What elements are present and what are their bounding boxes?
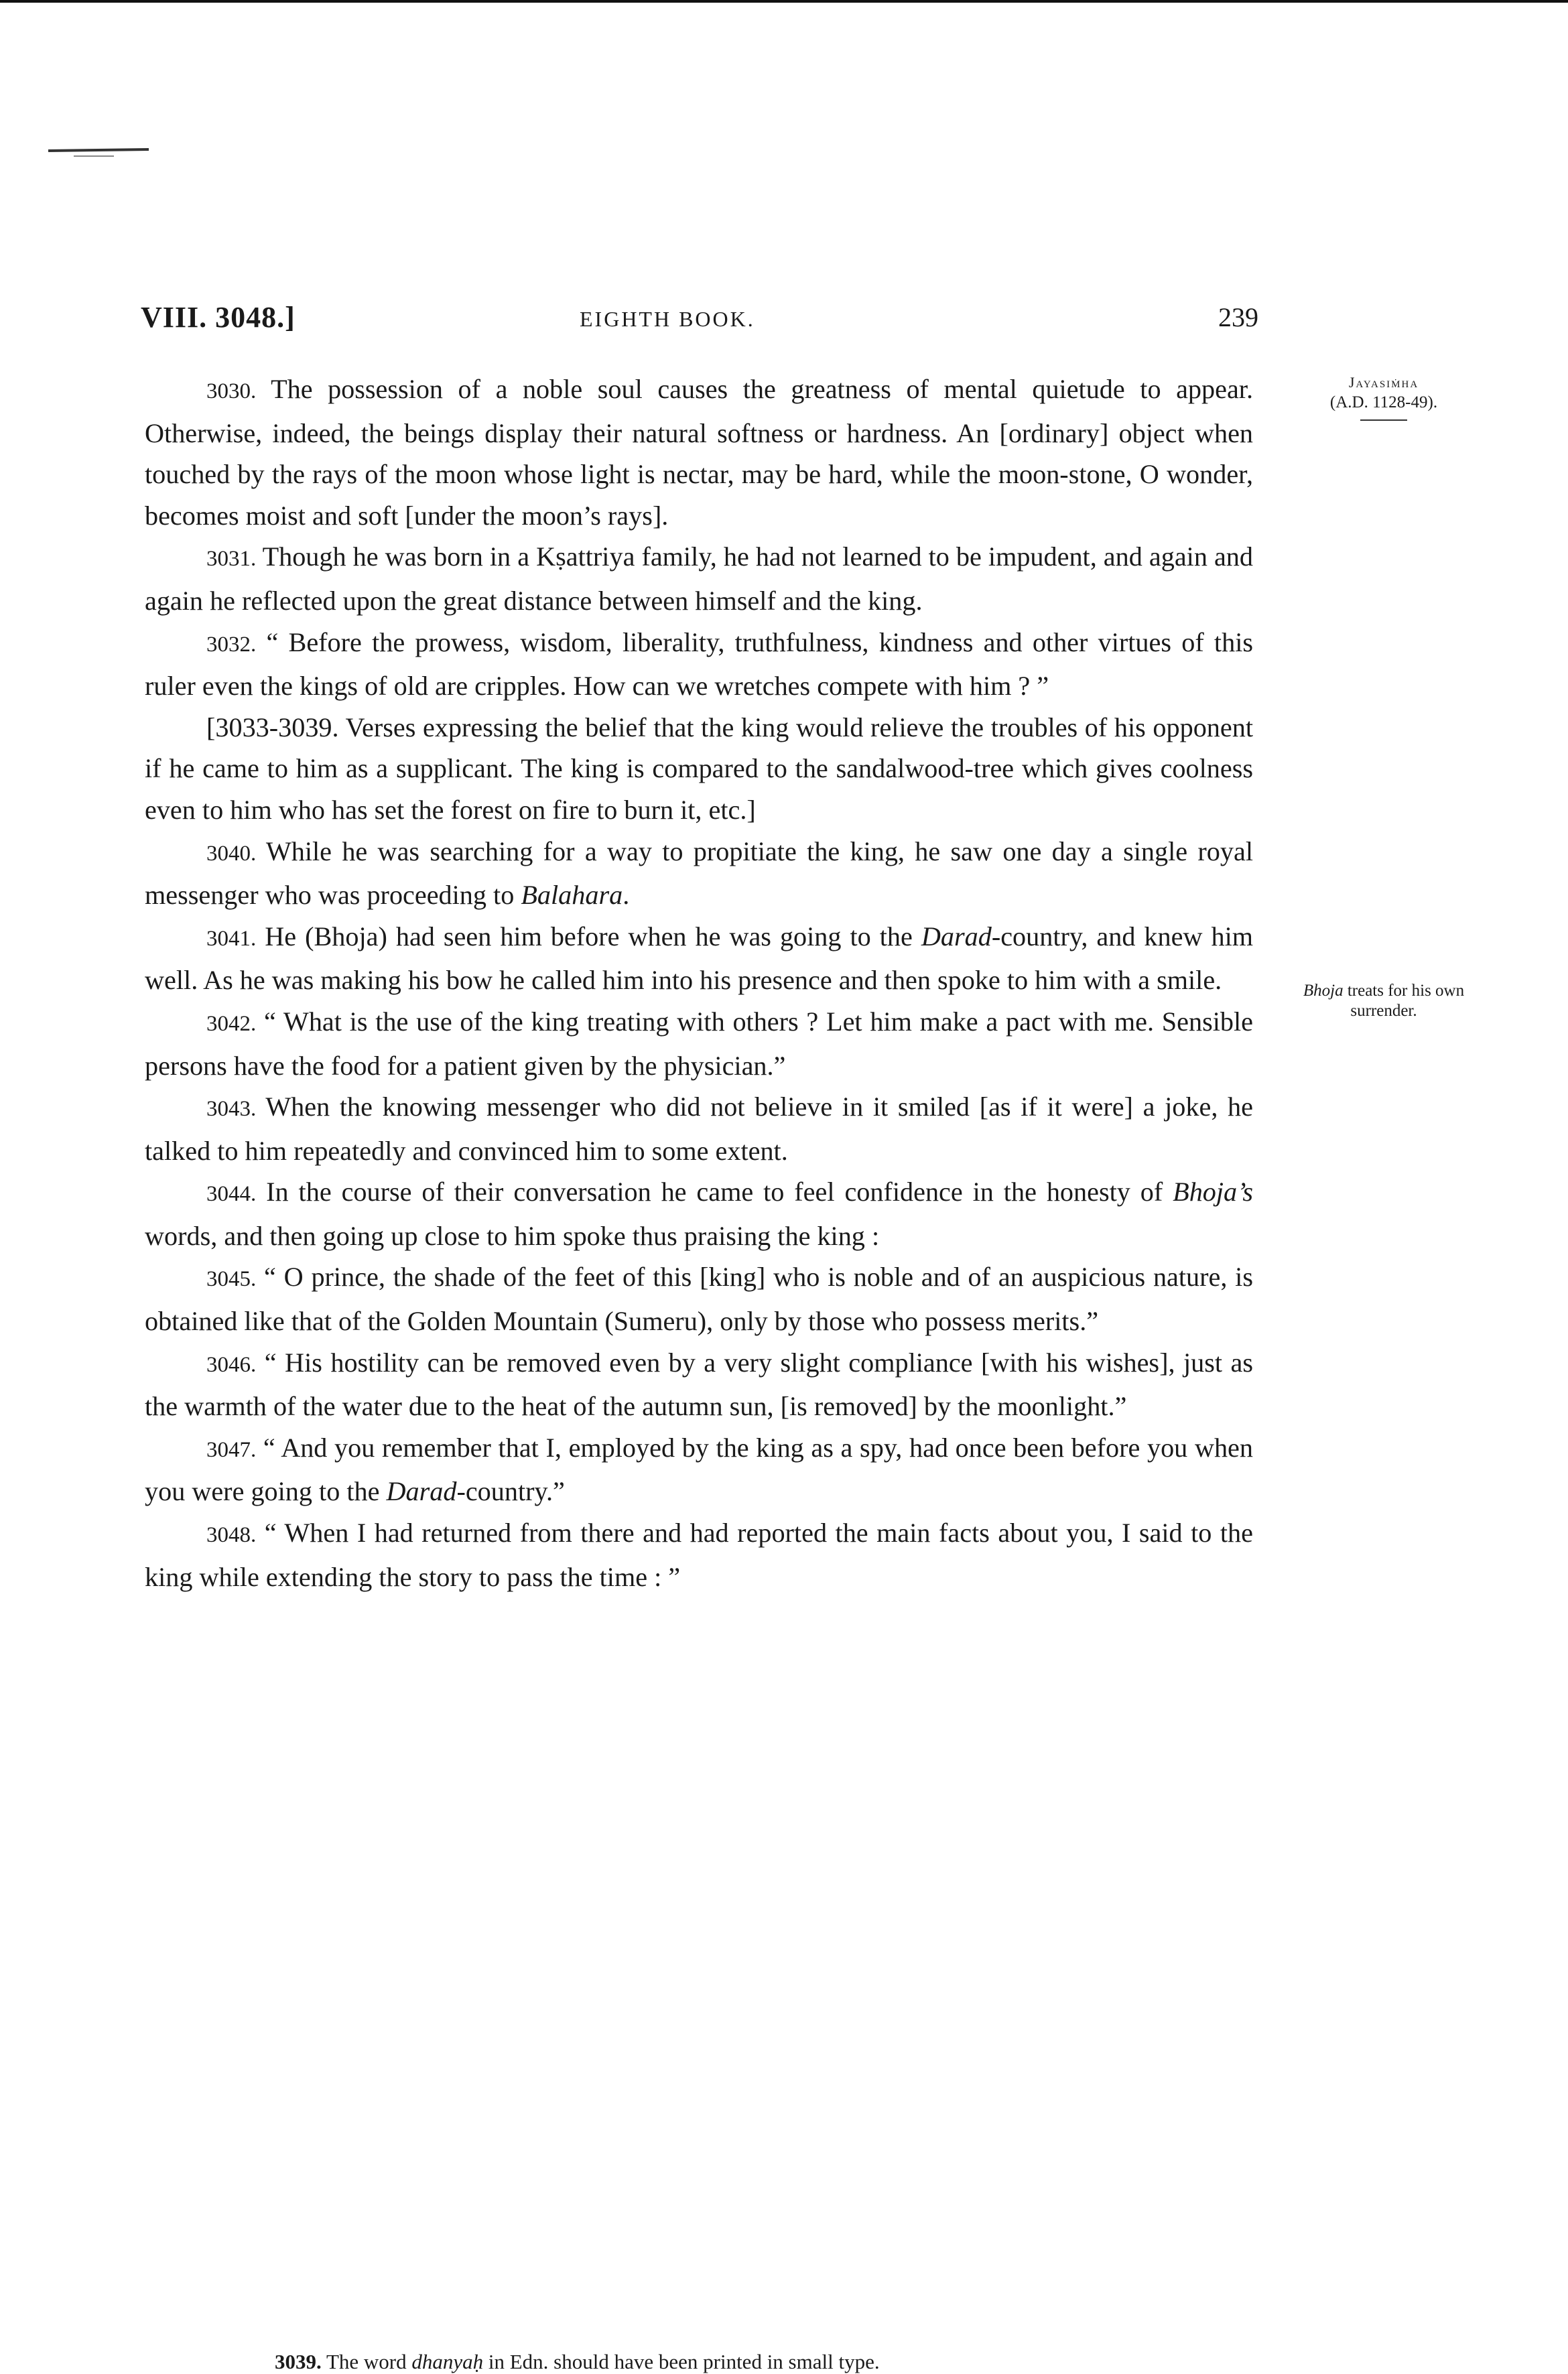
person-name: Bhoja’s [1173, 1177, 1253, 1207]
verse-number: 3043. [206, 1097, 257, 1122]
footnote-text: The word [321, 2350, 412, 2373]
paragraph-3040 [145, 831, 1253, 916]
paragraph-3043 [145, 1086, 1253, 1171]
verse-number: 3044. [206, 1182, 257, 1207]
verse-text: He (Bhoja) had seen him before when he was going to the [256, 921, 921, 951]
paragraph-3047 [145, 1427, 1253, 1512]
scan-mark [48, 148, 149, 152]
margin-note-ruler [1287, 373, 1481, 421]
verse-text: In the course of their conversation he came to feel confidence in the honesty of [256, 1177, 1173, 1207]
margin-note-bhoja-name: Bhoja [1303, 982, 1344, 1000]
footnote-text-end: in Edn. should have been printed in small type. [483, 2350, 880, 2373]
paragraph-3042 [145, 1001, 1253, 1086]
verse-text: “ When I had returned from there and had reported the main facts about you, I said to the king while extending the story to pass the time : ” [145, 1518, 1253, 1592]
verse-text: “ What is the use of the king treating with others ? Let him make a pact with me. Sensible persons have the food for a patient given by the physician.” [145, 1006, 1253, 1081]
verse-text: “ And you remember that I, employed by the king as a spy, had once been before you when you were going to the [145, 1432, 1253, 1507]
verse-number: 3048. [206, 1523, 257, 1548]
paragraph-3031 [145, 536, 1253, 621]
verse-number: 3031. [206, 547, 257, 572]
verse-number: 3032. [206, 632, 257, 657]
verse-text: “ O prince, the shade of the feet of this [king] who is noble and of an auspicious nature, is obtained like that of the Golden Mountain (Sumeru), only by those who possess merits.” [145, 1262, 1253, 1337]
paragraph-3046 [145, 1342, 1253, 1427]
section-reference: VIII. 3048.] [141, 301, 296, 334]
paragraph-3030 [145, 369, 1253, 536]
verse-text: Though he was born in a Kṣattriya family, he had not learned to be impudent, and again and again he reflected upon the great distance between himself and the king. [145, 541, 1253, 616]
verse-text: While he was searching for a way to propitiate the king, he saw one day a single royal messenger who was proceeding to [145, 836, 1253, 911]
verse-number: 3030. [206, 379, 257, 403]
verse-number: 3046. [206, 1352, 257, 1377]
verse-number: 3047. [206, 1437, 257, 1462]
margin-note-bhoja [1283, 981, 1484, 1021]
paragraph-3044 [145, 1171, 1253, 1256]
verse-text-end: -country.” [456, 1476, 565, 1507]
verse-number: 3041. [206, 926, 257, 951]
running-header [141, 300, 1258, 340]
verse-text-end: words, and then going up close to him spoke thus praising the king : [145, 1220, 880, 1251]
verse-text: “ His hostility can be removed even by a very slight compliance [with his wishes], just as the warmth of the water due to the heat of the autumn sun, [is removed] by the moonlight.” [145, 1347, 1253, 1422]
page-number: 239 [1218, 302, 1258, 332]
verse-text: The possession of a noble soul causes the greatness of mental quietude to appear. Otherwise, indeed, the beings display their natural softness or hardness. An [ordinary] object when touched by the rays of the moon whose light is nectar, may be hard, while the moon-stone, O wonder, becomes moist and soft [under the moon’s rays]. [145, 374, 1253, 531]
verse-text-end: -country, and knew him well. As he was making his bow he called him into his presence and then spoke to him with a smile. [145, 921, 1253, 996]
place-name: Darad [921, 921, 992, 951]
main-text [145, 369, 1253, 1597]
scan-mark-faint [74, 155, 114, 157]
ruler-name: Jayasiṁha [1348, 374, 1419, 391]
paragraph-3048 [145, 1512, 1253, 1597]
footnote [275, 2350, 880, 2374]
margin-note-bhoja-text: treats for his own surrender. [1343, 982, 1465, 1020]
footnote-number: 3039. [275, 2350, 322, 2373]
place-name: Balahara [521, 880, 623, 911]
place-name: Darad [386, 1476, 457, 1507]
verse-text-end: . [623, 880, 630, 911]
paragraph-3033-3039 [145, 707, 1253, 831]
verse-number: 3040. [206, 841, 257, 866]
book-title: EIGHTH BOOK. [580, 307, 755, 331]
margin-note-rule [1360, 419, 1407, 421]
verse-number: 3042. [206, 1011, 257, 1036]
verse-text: “ Before the prowess, wisdom, liberality, truthfulness, kindness and other virtues of this ruler even the kings of old are cripples. How can we wretches compete with him ? ” [145, 627, 1253, 702]
verse-number: 3045. [206, 1267, 257, 1292]
footnote-word: dhanyaḥ [411, 2350, 484, 2373]
paragraph-3045 [145, 1256, 1253, 1341]
paragraph-3032 [145, 622, 1253, 707]
summary-text: [3033-3039. Verses expressing the belief that the king would relieve the troubles of his opponent if he came to him as a supplicant. The king is compared to the sandalwood-tree which gives coolness even to him who has set the forest on fire to burn it, etc.] [145, 712, 1253, 825]
verse-text: When the knowing messenger who did not believe in it smiled [as if it were] a joke, he talked to him repeatedly and convinced him to some extent. [145, 1092, 1253, 1166]
paragraph-3041 [145, 916, 1253, 1001]
ruler-dates: (A.D. 1128-49). [1329, 393, 1438, 411]
page-top-edge [0, 0, 1568, 3]
